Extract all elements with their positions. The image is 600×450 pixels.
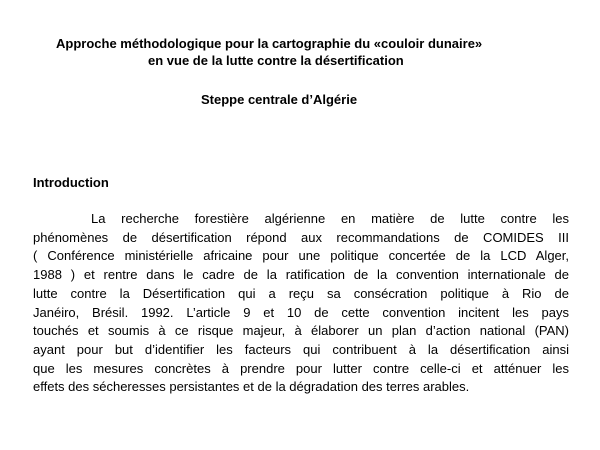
document-title-line-1: Approche méthodologique pour la cartographie du «couloir dunaire» [56, 36, 483, 51]
introduction-paragraph [33, 210, 569, 397]
paragraph-line: 1988 ) et rentre dans le cadre de la ratification de la convention internationale de [33, 267, 569, 283]
paragraph-line: Janéiro, Brésil. 1992. L’article 9 et 10 de cette convention incitent les pays [33, 304, 569, 320]
document-subtitle: Steppe centrale d’Algérie [201, 92, 358, 107]
paragraph-line: La recherche forestière algérienne en matière de lutte contre les [91, 211, 569, 226]
paragraph-line: ayant pour but d’identifier les facteurs qui contribuent à la désertification ainsi [33, 341, 569, 357]
section-heading-introduction: Introduction [33, 175, 109, 190]
document-title-line-2: en vue de la lutte contre la désertification [148, 53, 404, 68]
paragraph-line: ( Conférence ministérielle africaine pour une politique concertée de la LCD Alger, [33, 248, 569, 264]
paragraph-line: effets des sécheresses persistantes et de la dégradation des terres arables. [33, 379, 470, 395]
paragraph-line: phénomènes de désertification répond aux recommandations de COMIDES III [33, 229, 569, 245]
paragraph-line: lutte contre la Désertification qui a reçu sa consécration politique à Rio de [33, 285, 569, 301]
paragraph-line: que les mesures concrètes à prendre pour lutter contre celle-ci et atténuer les [33, 360, 569, 376]
paragraph-line: touchés et soumis à ce risque majeur, à élaborer un plan d’action national (PAN) [33, 323, 569, 339]
